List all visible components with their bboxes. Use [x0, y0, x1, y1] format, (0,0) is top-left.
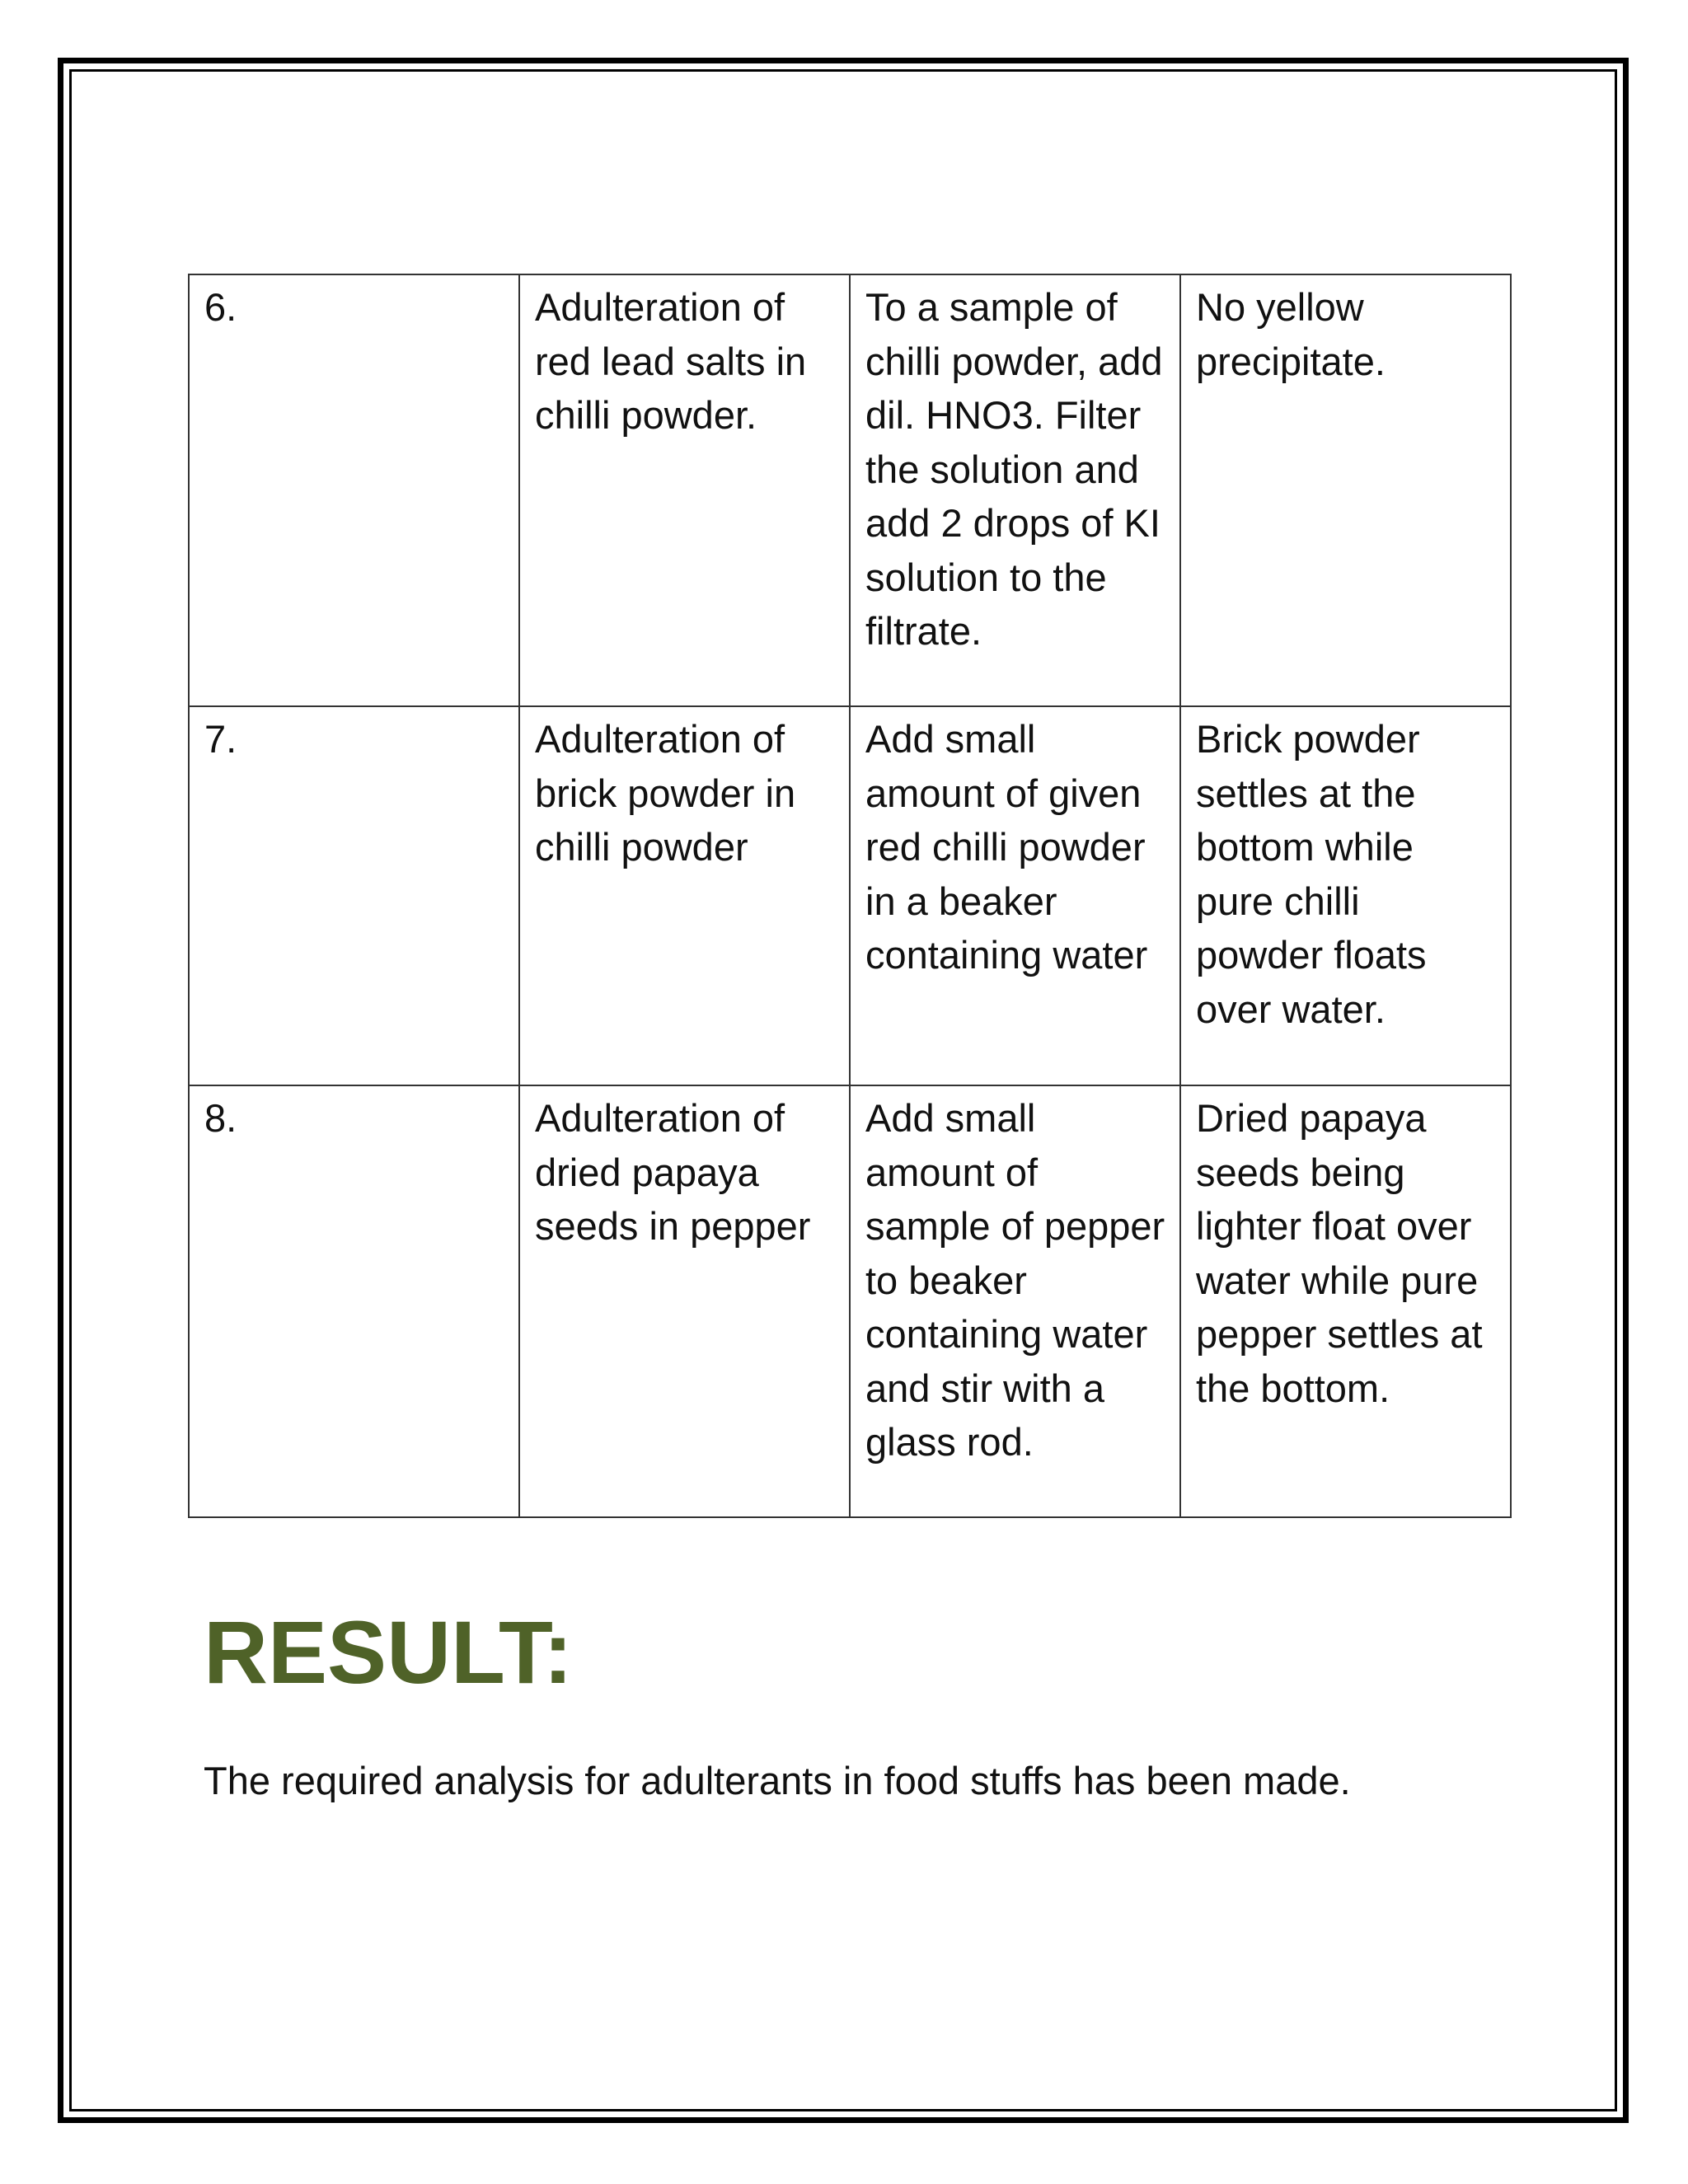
adulteration-table [188, 274, 1512, 1518]
observation-cell: No yellow precipitate. [1180, 274, 1511, 706]
adulterant-cell: Adulteration of brick powder in chilli powder [519, 706, 850, 1085]
row-number-cell: 7. [189, 706, 519, 1085]
test-cell: Add small amount of sample of pepper to beaker containing water and stir with a glass rod. [850, 1085, 1180, 1517]
adulterant-cell: Adulteration of red lead salts in chilli powder. [519, 274, 850, 706]
table-row [189, 274, 1511, 706]
adulterant-cell: Adulteration of dried papaya seeds in pepper [519, 1085, 850, 1517]
result-heading: RESULT: [204, 1602, 573, 1702]
row-number-cell: 6. [189, 274, 519, 706]
observation-cell: Dried papaya seeds being lighter float over water while pure pepper settles at the bottom. [1180, 1085, 1511, 1517]
table-row [189, 706, 1511, 1085]
row-number-cell: 8. [189, 1085, 519, 1517]
table-row [189, 1085, 1511, 1517]
test-cell: Add small amount of given red chilli powder in a beaker containing water [850, 706, 1180, 1085]
test-cell: To a sample of chilli powder, add dil. HNO3. Filter the solution and add 2 drops of KI solution to the filtrate. [850, 274, 1180, 706]
result-text: The required analysis for adulterants in food stuffs has been made. [204, 1759, 1351, 1802]
observation-cell: Brick powder settles at the bottom while pure chilli powder floats over water. [1180, 706, 1511, 1085]
